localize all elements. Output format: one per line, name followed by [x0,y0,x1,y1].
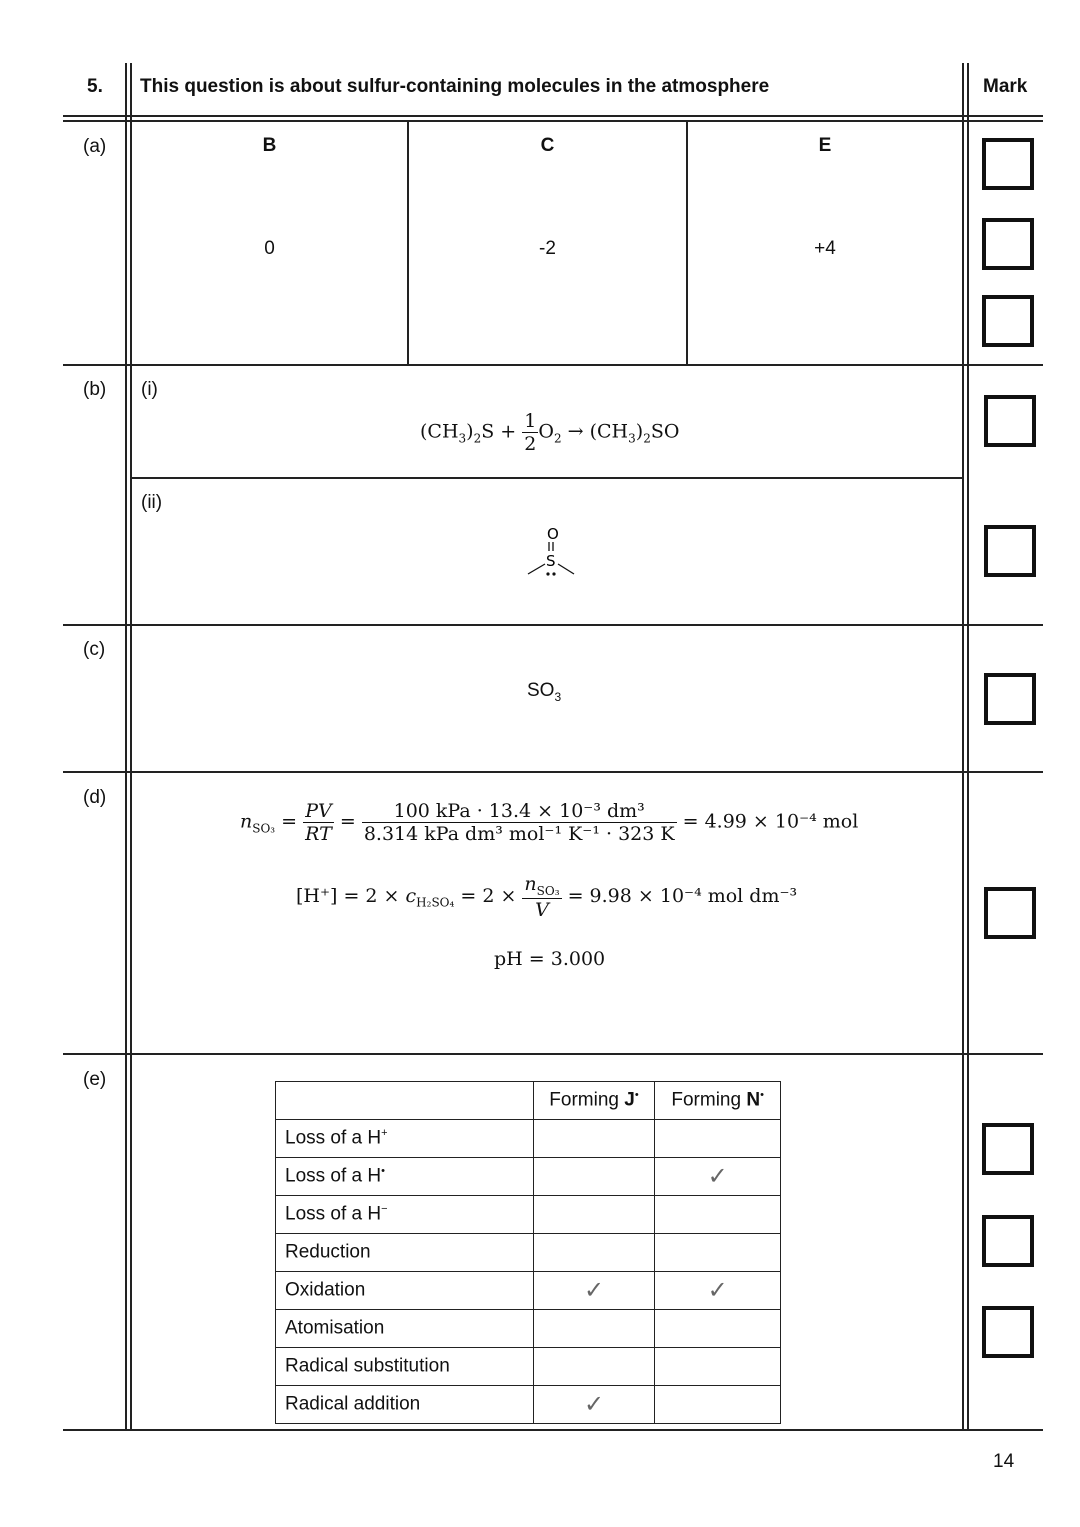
c-sub: H₂SO₄ [416,895,455,910]
row-label-sup: − [381,1203,388,1216]
process-table [275,1081,781,1424]
eq-product-start: (CH [589,420,629,443]
row-label-text: Loss of a H [285,1127,382,1149]
numeric-fraction [362,800,677,845]
dmso-structure [520,522,580,582]
eq-product-tail: ) [635,420,644,443]
part-c-formula [527,680,561,704]
cell-j [533,1310,655,1348]
row-label [276,1196,534,1234]
row-label [276,1310,534,1348]
eq-half-den: 2 [524,433,537,455]
mark-box-a-3[interactable] [982,295,1034,347]
mark-box-a-2[interactable] [982,218,1034,270]
h-concentration-result: = 9.98 × 10⁻⁴ mol dm⁻³ [567,884,798,907]
mark-box-c[interactable] [984,673,1036,725]
header-forming-j-text: Forming [549,1089,625,1111]
row-label-text: Radical addition [285,1393,421,1415]
row-label [276,1158,534,1196]
row-label [276,1386,534,1424]
rt-denominator: RT [305,823,332,845]
cell-n [655,1120,781,1158]
n-numerator: n [524,873,537,895]
eq-sign-1: = [281,810,298,833]
separator-d-e [63,1053,1043,1055]
part-b-i-label: (i) [141,379,158,400]
table-row [276,1120,781,1158]
table-row [276,1386,781,1424]
cell-j [533,1196,655,1234]
header-forming-n [655,1082,781,1120]
table-row [276,1234,781,1272]
separator-b-c [63,624,1043,626]
table-row [276,1272,781,1310]
eq-product-end: SO [650,420,680,443]
part-e-label: (e) [83,1069,107,1090]
row-label-text: Reduction [285,1241,371,1263]
row-label [276,1120,534,1158]
cell-j [533,1120,655,1158]
a-header-e: E [818,135,832,156]
equation-d-1 [240,800,858,845]
part-a-label: (a) [83,136,107,157]
header-forming-n-text: Forming [671,1089,747,1111]
header-n-radical: • [760,1089,764,1102]
table-row [276,1196,781,1234]
cell-j: ✓ [533,1386,655,1424]
bottom-rule [63,1429,1043,1431]
row-label-text: Atomisation [285,1317,385,1339]
header-j-radical: • [634,1089,639,1102]
header-j-letter: J [624,1089,635,1111]
cell-j: ✓ [533,1272,655,1310]
mark-box-a-1[interactable] [982,138,1034,190]
cell-n [655,1196,781,1234]
h-concentration-lhs: [H⁺] = 2 × [296,884,406,907]
n-numerator-sub: SO₃ [536,883,560,898]
header-rule-top [63,115,1043,117]
eq-product-sub1: 3 [628,431,636,446]
pv-numerator: PV [303,800,334,823]
mark-box-b-i[interactable] [984,395,1036,447]
cell-n [655,1310,781,1348]
eq-reactant-sub2: 2 [473,431,482,446]
eq-reactant-tail: ) [466,420,474,443]
cell-n: ✓ [655,1158,781,1196]
eq-mid: = 2 × [454,884,517,907]
table-row [276,1310,781,1348]
row-label-sup: • [381,1165,385,1178]
table-row [276,1348,781,1386]
mark-box-e-2[interactable] [982,1215,1034,1267]
n-over-v-fraction [522,873,561,921]
eq-reactant-end: S + [481,420,517,443]
ph-result: pH = 3.000 [494,948,606,970]
table-header-row [276,1082,781,1120]
a-header-c: C [540,135,555,156]
a-header-b: B [262,135,277,156]
c-symbol: c [405,884,417,907]
a-value-e: +4 [814,238,836,259]
row-label [276,1272,534,1310]
cell-n [655,1386,781,1424]
header-forming-j [533,1082,655,1120]
mark-box-e-1[interactable] [982,1123,1034,1175]
cell-j [533,1348,655,1386]
v-denominator: V [535,898,549,921]
left-divider-inner [130,63,132,1431]
part-b-ii-label: (ii) [141,492,163,513]
eq-oxygen-sub: 2 [553,431,562,446]
part-c-label: (c) [83,639,106,660]
cell-n [655,1348,781,1386]
eq-arrow: → [567,420,584,443]
dmso-sulfur: S [546,552,556,570]
mark-box-d[interactable] [984,887,1036,939]
right-divider-inner [967,63,969,1431]
eq-oxygen: O [538,420,554,443]
cell-j [533,1158,655,1196]
row-label-text: Oxidation [285,1279,366,1301]
separator-c-d [63,771,1043,773]
dmso-oxygen: O [547,525,559,543]
header-n-letter: N [746,1089,761,1111]
a-value-b: 0 [264,238,275,259]
mark-column-header: Mark [983,76,1028,97]
row-label-text: Loss of a H [285,1203,382,1225]
cell-n: ✓ [655,1272,781,1310]
moles-result: = 4.99 × 10⁻⁴ mol [682,810,859,833]
left-divider-outer [125,63,127,1431]
numeric-denominator: 8.314 kPa dm³ mol⁻¹ K⁻¹ · 323 K [363,823,675,845]
n-so3-sub: SO₃ [252,821,276,836]
page-number: 14 [993,1451,1015,1472]
eq-product-sub2: 2 [643,431,651,446]
part-b-label: (b) [83,379,107,400]
mark-box-b-ii[interactable] [984,525,1036,577]
part-d-label: (d) [83,787,107,808]
so3-formula: SO [527,680,555,701]
eq-half-num: 1 [524,410,537,432]
cell-j [533,1234,655,1272]
eq-reactant-sub1: 3 [458,431,467,446]
eq-sign-2: = [339,810,356,833]
question-title: This question is about sulfur-containing molecules in the atmosphere [140,76,770,97]
table-row [276,1158,781,1196]
row-label-text: Loss of a H [285,1165,382,1187]
separator-a-b [63,364,1043,366]
eq-half-fraction [522,410,538,455]
table-header-blank [276,1082,534,1120]
numeric-numerator: 100 kPa · 13.4 × 10⁻³ dm³ [362,800,677,823]
row-label-text: Radical substitution [285,1355,450,1377]
eq-reactant-start: (CH [420,420,459,443]
equation-d-2 [296,873,797,921]
mark-box-e-3[interactable] [982,1306,1034,1358]
equation-b-i [420,410,679,455]
row-label [276,1234,534,1272]
so3-subscript: 3 [554,689,562,704]
question-number: 5. [87,76,103,97]
right-divider-outer [962,63,964,1431]
pv-rt-fraction [303,800,334,845]
row-label-sup: + [381,1127,388,1140]
header-rule-bottom [63,120,1043,122]
separator-bi-bii [132,477,962,479]
a-value-c: -2 [539,238,556,259]
row-label [276,1348,534,1386]
n-so3-symbol: n [240,810,253,833]
cell-n [655,1234,781,1272]
